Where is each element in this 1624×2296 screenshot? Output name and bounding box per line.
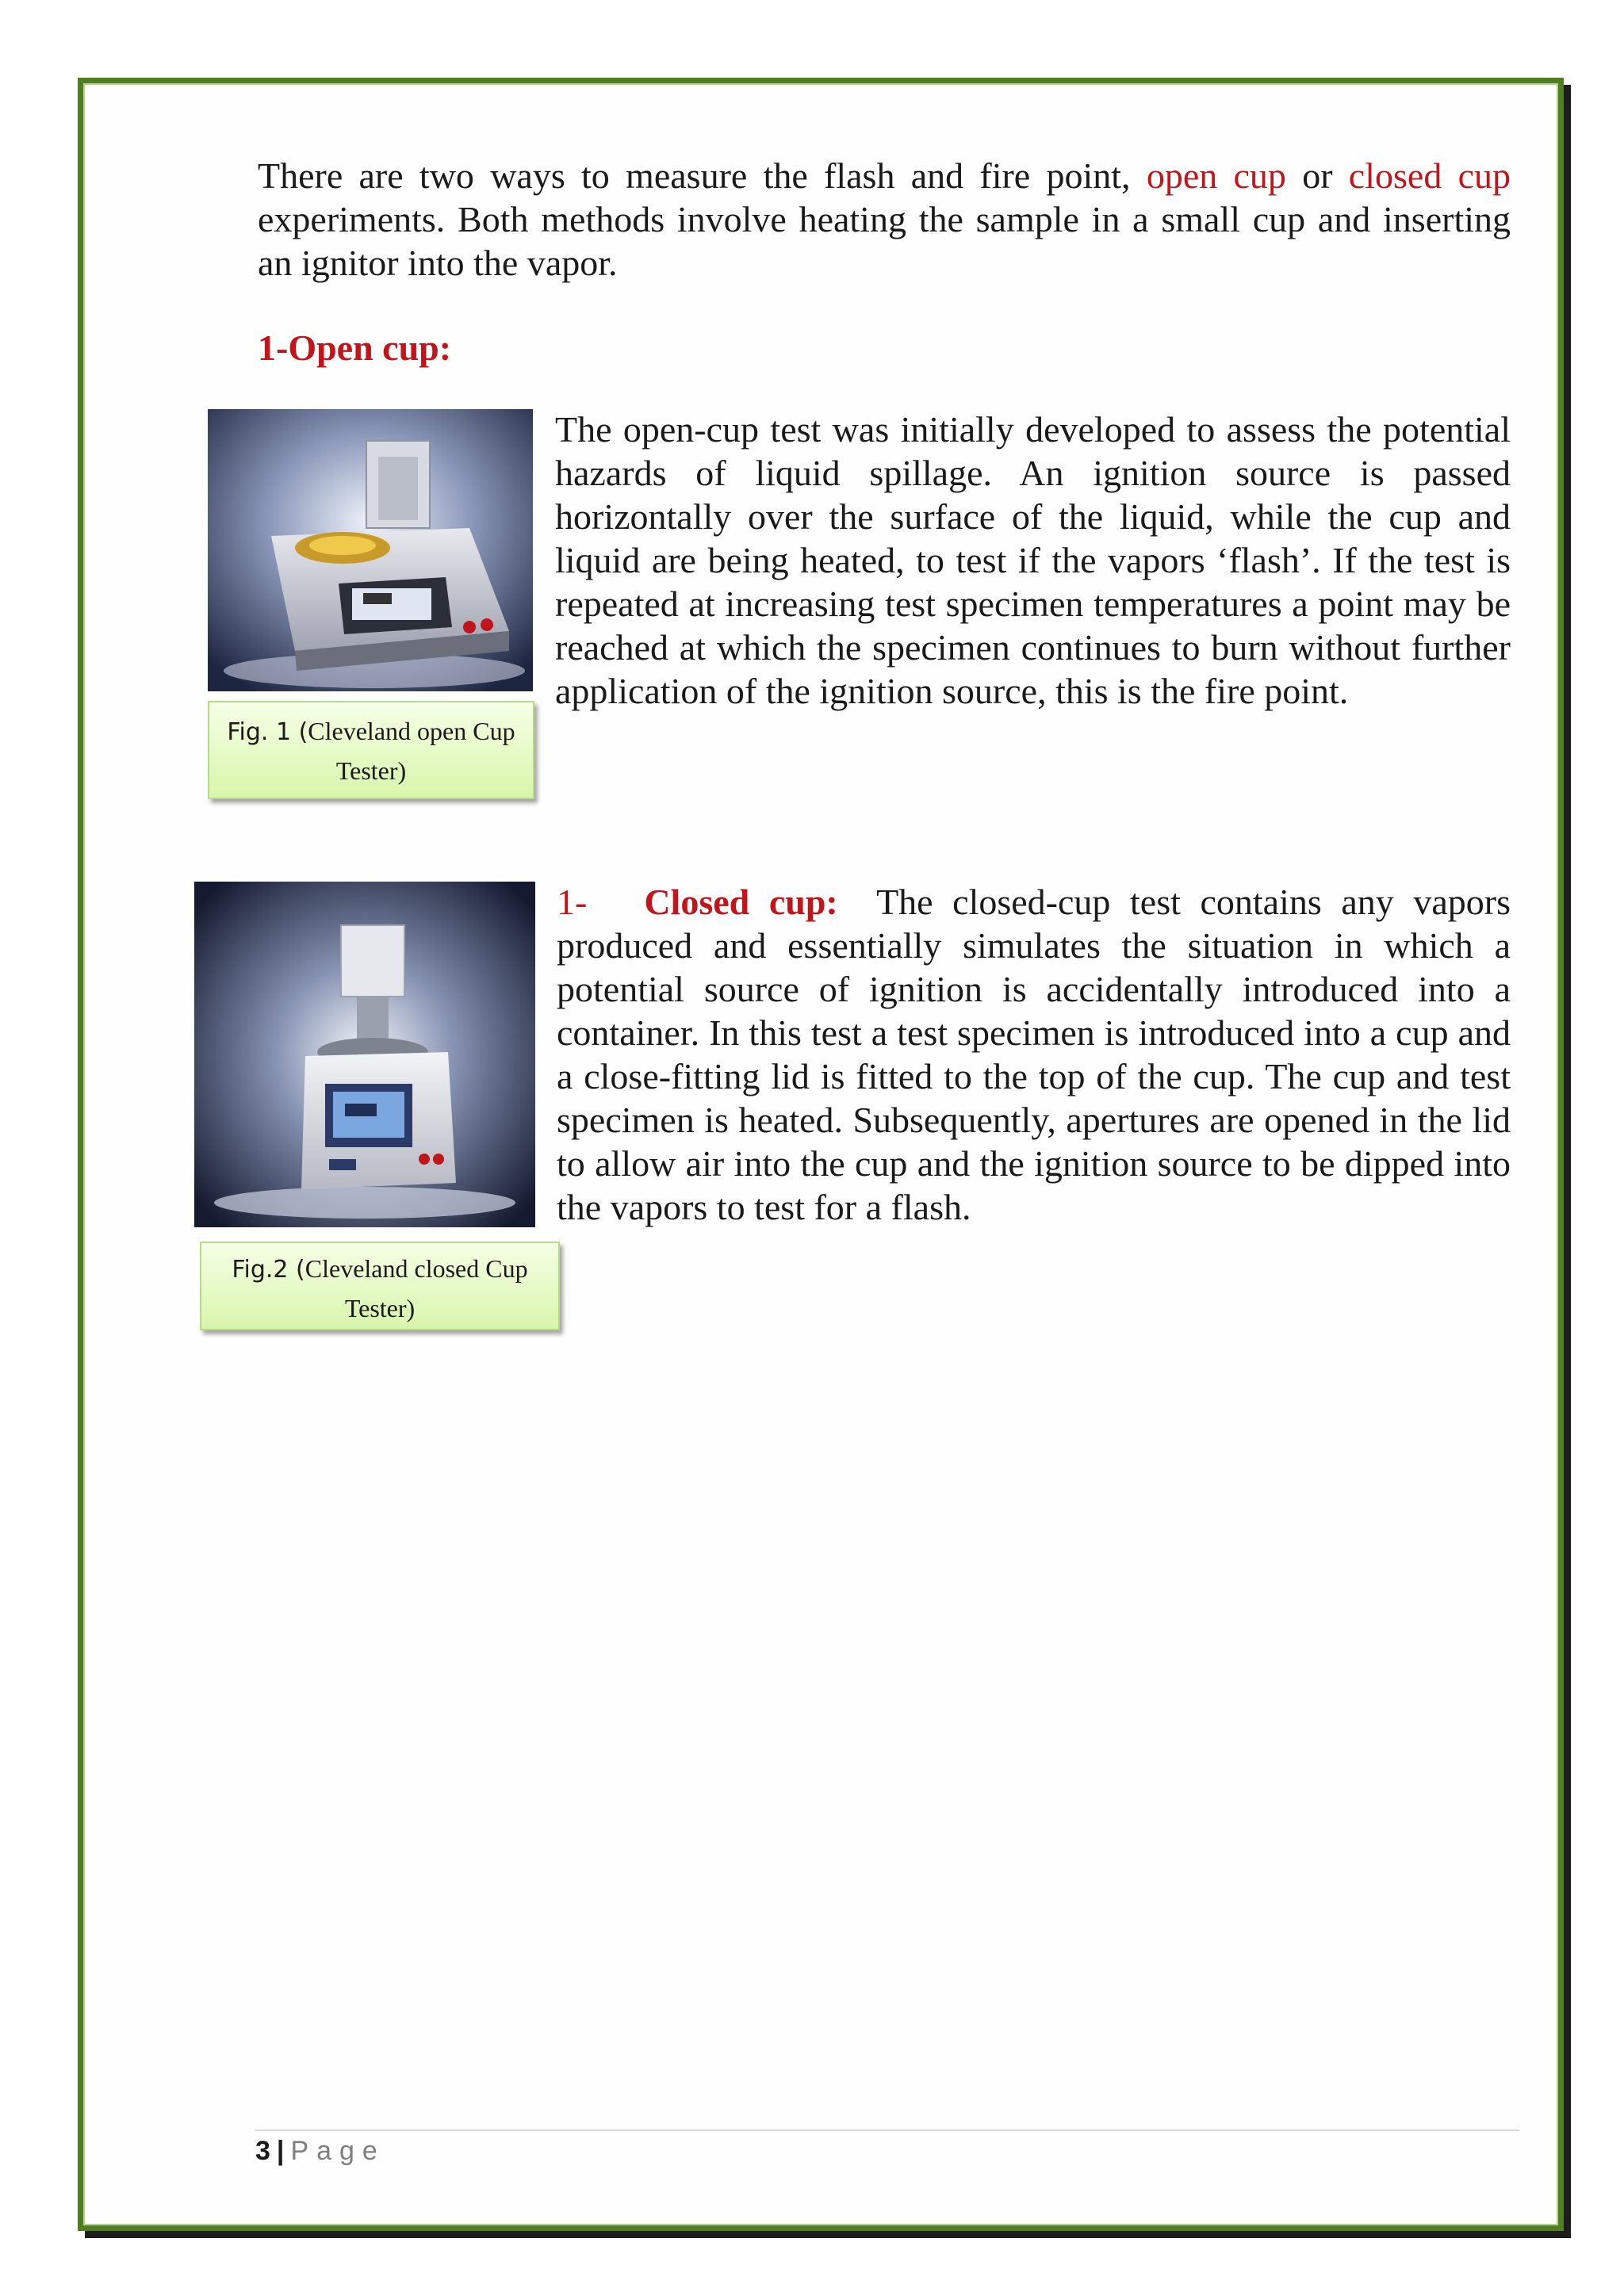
page-footer <box>255 2136 385 2167</box>
open-cup-tester-photo <box>208 409 533 691</box>
figure-1-caption-text: Cleveland open Cup Tester) <box>308 717 515 785</box>
footer-separator: | <box>276 2136 285 2166</box>
closed-cup-tester-photo <box>194 882 535 1227</box>
figure-2-caption-text: Cleveland closed Cup Tester) <box>304 1254 528 1322</box>
figure-2-label: Fig.2 ( <box>232 1256 305 1284</box>
closed-cup-section <box>557 880 1511 1229</box>
open-cup-paragraph: The open-cup test was initially developed to assess the potential hazards of liquid spillage. An ignition source is passed horizontally over the surface of the liquid, while the cup and liquid are being heated, to test if the vapors ‘flash’. If the test is repeated at increasing test specimen temperatures a point may be reached at which the specimen continues to burn without further application of the ignition source, this is the fire point. <box>555 409 1511 711</box>
page-number: 3 <box>255 2136 270 2166</box>
closed-cup-heading: Closed cup: <box>644 882 838 922</box>
figure-1-caption <box>208 701 534 799</box>
open-cup-heading: 1-Open cup: <box>258 327 452 368</box>
footer-divider <box>255 2130 1519 2131</box>
closed-cup-term: closed cup <box>1348 155 1511 196</box>
intro-text-2: experiments. Both methods involve heating the sample in a small cup and inserting an ignitor into the vapor. <box>258 199 1511 283</box>
figure-1-label: Fig. 1 ( <box>227 718 308 746</box>
intro-text-1: There are two ways to measure the flash and fire point, <box>258 155 1147 196</box>
closed-cup-paragraph: The closed-cup test contains any vapors produced and essentially simulates the situation in which a potential source of ignition is accidentally introduced into a container. In this test a test specimen is introduced into a cup and a close-fitting lid is fitted to the top of the cup. The cup and test specimen is heated. Subsequently, apertures are opened in the lid to allow air into the cup and the ignition source to be dipped into the vapors to test for a flash. <box>557 882 1511 1227</box>
page-word: Page <box>290 2136 385 2166</box>
open-cup-term: open cup <box>1146 155 1286 196</box>
closed-cup-number: 1- <box>557 882 588 922</box>
intro-or: or <box>1285 155 1349 196</box>
intro-paragraph <box>258 154 1511 285</box>
figure-2-caption <box>200 1242 560 1330</box>
